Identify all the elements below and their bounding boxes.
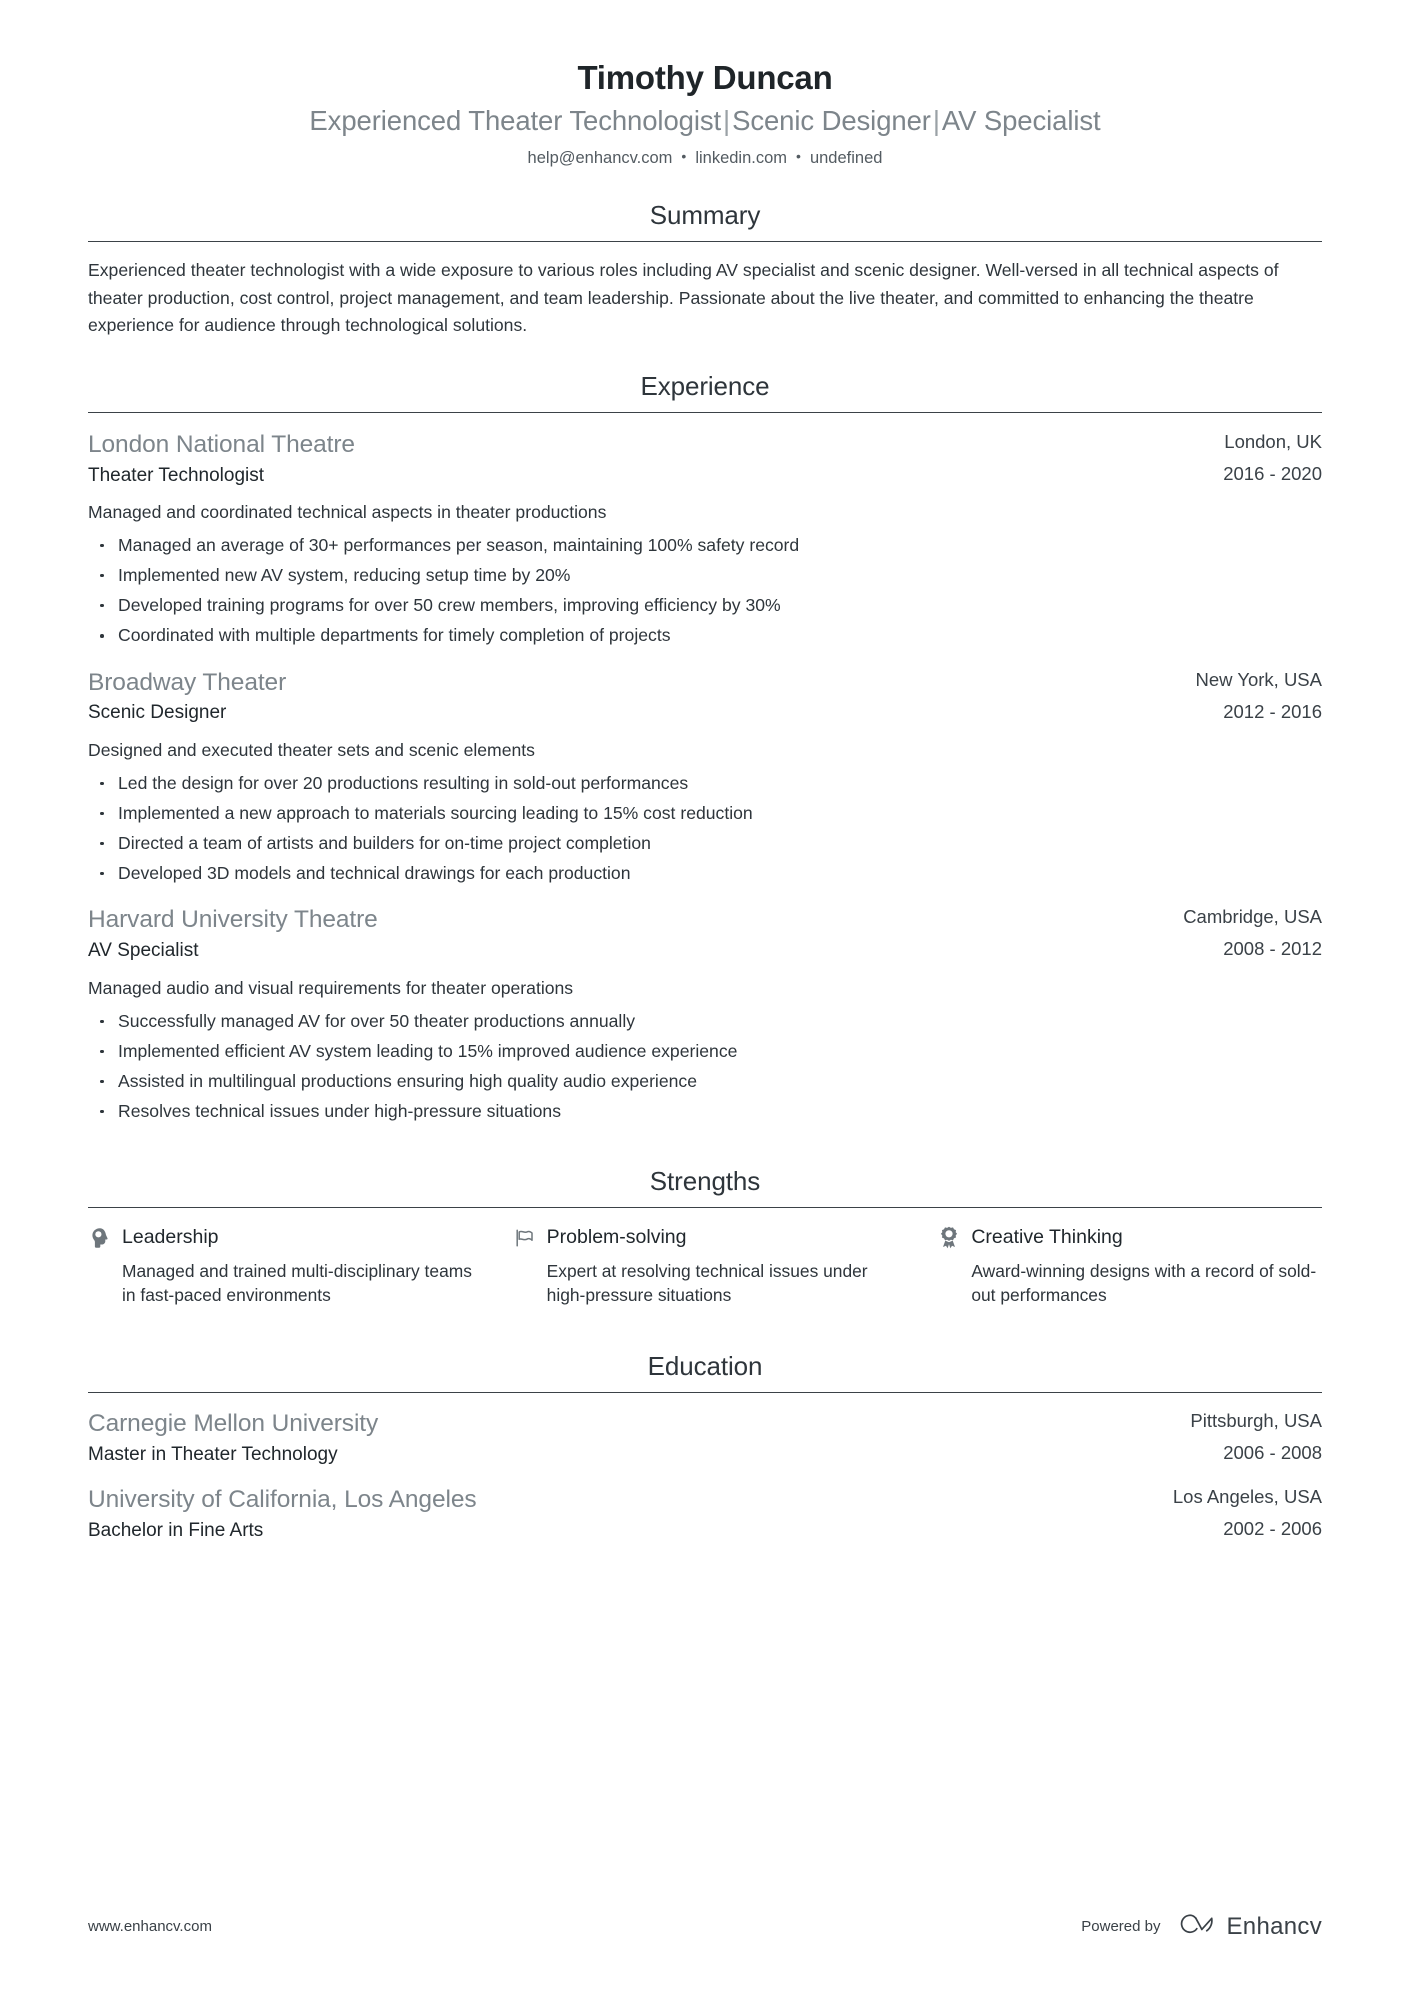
experience-description: Managed audio and visual requirements for theater operations [88,978,574,998]
section-title-strengths: Strengths [649,1166,761,1197]
section-divider [88,412,1322,413]
experience-role: AV Specialist [88,940,199,962]
headline-part-3: AV Specialist [941,105,1101,137]
experience-description: Designed and executed theater sets and scenic elements [88,740,535,761]
strength-item [937,1225,1322,1308]
strength-description: Managed and trained multi-disciplinary teams in fast-paced environments [122,1260,472,1306]
experience-role: Scenic Designer [88,702,227,724]
enhancv-brand[interactable] [1175,1914,1323,1940]
experience-role: Theater Technologist [88,464,265,486]
section-title-education: Education [647,1351,763,1382]
education-dates: 2006 - 2008 [1223,1441,1322,1463]
strengths-grid [88,1225,1322,1308]
flag-icon [513,1225,537,1251]
bullet-item: Developed 3D models and technical drawings for each production [88,862,1322,886]
bullet-item: Successfully managed AV for over 50 theater productions annually [88,1010,1322,1034]
powered-by-label: Powered by [1081,1918,1161,1935]
experience-bullet-list [88,534,1322,648]
summary-text: Experienced theater technologist with a wide exposure to various roles including AV specialist and scenic designer. Well-versed in all technical aspects of theater production, cost control, project management, and team leadership. Passionate about the live theater, and committed to enhancing the theatre experience for audience through technological solutions. [88,259,1279,336]
strength-name: Problem-solving [546,1226,687,1249]
education-school: Carnegie Mellon University [88,1409,379,1437]
headline-part-1: Experienced Theater Technologist [309,105,722,137]
strength-item [513,1225,938,1308]
education-school: University of California, Los Angeles [88,1486,477,1514]
bullet-item: Resolves technical issues under high-pressure situations [88,1100,1322,1124]
award-ribbon-icon [937,1225,961,1251]
section-divider [88,1392,1322,1393]
strength-name: Creative Thinking [971,1226,1123,1249]
bullet-item: Led the design for over 20 productions resulting in sold-out performances [88,772,1322,796]
bullet-item: Directed a team of artists and builders for on-time project completion [88,832,1322,856]
section-divider [88,1207,1322,1208]
resume-header [88,0,1322,169]
contact-email[interactable]: help@enhancv.com [527,148,673,167]
footer-branding [1081,1914,1322,1940]
experience-dates: 2016 - 2020 [1223,462,1322,484]
experience-bullet-list [88,772,1322,886]
experience-location: London, UK [1224,430,1322,452]
education-location: Los Angeles, USA [1172,1486,1322,1508]
headline-separator: | [723,105,731,137]
experience-entry [88,668,1322,886]
strength-name: Leadership [122,1226,219,1249]
education-entry [88,1409,1322,1467]
headline-separator: | [932,105,940,137]
experience-location: New York, USA [1195,668,1322,690]
strength-item [88,1225,513,1308]
contact-website[interactable]: undefined [809,148,883,167]
education-degree: Master in Theater Technology [88,1443,338,1465]
page-footer [88,1914,1322,1940]
experience-organization: Broadway Theater [88,668,287,696]
experience-entry-header [88,430,1322,488]
headline-part-2: Scenic Designer [732,105,931,137]
candidate-name: Timothy Duncan [577,59,833,96]
bullet-item: Implemented new AV system, reducing setup time by 20% [88,564,1322,588]
experience-dates: 2008 - 2012 [1223,938,1322,960]
section-strengths [88,1165,1322,1308]
candidate-headline [88,104,1322,138]
head-profile-icon [88,1225,112,1251]
bullet-item: Developed training programs for over 50 crew members, improving efficiency by 30% [88,594,1322,618]
contact-bullet-separator: • [796,147,801,164]
experience-entry [88,430,1322,648]
strength-description: Award-winning designs with a record of sold-out performances [971,1260,1317,1306]
strength-header [88,1225,473,1251]
bullet-item: Coordinated with multiple departments for timely completion of projects [88,624,1322,648]
section-experience [88,370,1322,1123]
strength-header [513,1225,898,1251]
section-summary [88,199,1322,340]
education-location: Pittsburgh, USA [1190,1409,1322,1431]
experience-bullet-list [88,1010,1322,1124]
education-dates: 2002 - 2006 [1223,1518,1322,1540]
experience-location: Cambridge, USA [1183,906,1322,928]
section-education [88,1350,1322,1543]
section-title-summary: Summary [649,200,761,231]
experience-description: Managed and coordinated technical aspects in theater productions [88,502,607,523]
experience-organization: London National Theatre [88,430,355,458]
contact-bullet-separator: • [681,147,687,164]
experience-organization: Harvard University Theatre [88,906,378,934]
experience-entry-header [88,905,1322,963]
bullet-item: Implemented efficient AV system leading to 15% improved audience experience [88,1040,1322,1064]
bullet-item: Implemented a new approach to materials sourcing leading to 15% cost reduction [88,802,1322,826]
bullet-item: Managed an average of 30+ performances per season, maintaining 100% safety record [88,534,1322,558]
experience-dates: 2012 - 2016 [1223,700,1322,722]
experience-entry [88,905,1322,1123]
education-entry-header [88,1409,1322,1467]
education-degree: Bachelor in Fine Arts [88,1520,264,1542]
section-divider [88,241,1322,242]
enhancv-logo-icon [1175,1914,1217,1940]
enhancv-brand-name: Enhancv [1226,1913,1322,1940]
experience-entry-header [88,668,1322,726]
education-entry [88,1485,1322,1543]
strength-description: Expert at resolving technical issues under high-pressure situations [546,1260,868,1306]
section-title-experience: Experience [640,371,770,402]
strength-header [937,1225,1322,1251]
contact-linkedin[interactable]: linkedin.com [695,148,788,167]
contact-line [88,147,1322,169]
footer-website-url[interactable]: www.enhancv.com [88,1918,212,1935]
bullet-item: Assisted in multilingual productions ensuring high quality audio experience [88,1070,1322,1094]
education-entry-header [88,1485,1322,1543]
